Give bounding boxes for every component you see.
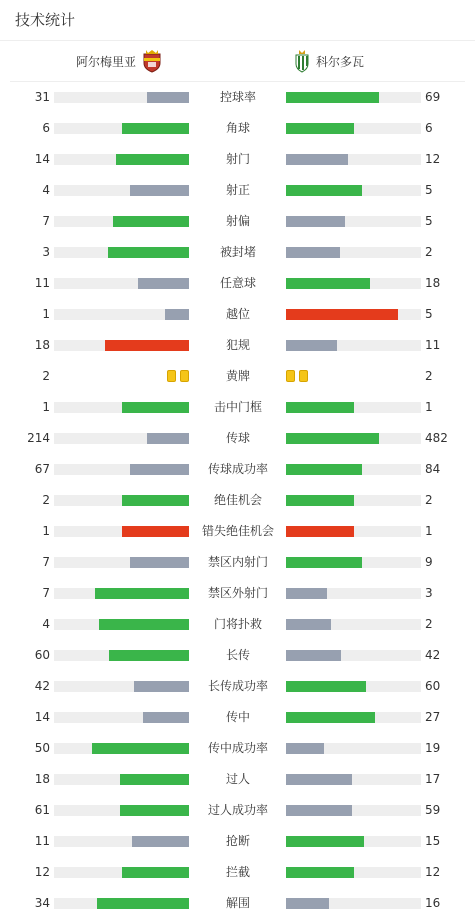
- stat-label: 抢断: [225, 834, 250, 848]
- home-stat-value: 1: [42, 400, 50, 414]
- stat-label: 击中门框: [213, 400, 262, 414]
- home-stat-bar-fill: [120, 805, 189, 816]
- home-stat-value: 1: [42, 524, 50, 538]
- away-stat-bar: [286, 557, 421, 568]
- home-stat-bar: [54, 588, 189, 599]
- away-stat-value: 15: [425, 834, 441, 848]
- stat-row: [0, 423, 475, 454]
- home-stat-bar: [54, 278, 189, 289]
- stat-row: [0, 733, 475, 764]
- stat-label: 门将扑救: [213, 617, 262, 631]
- away-stat-bar-fill: [286, 588, 327, 599]
- home-stat-bar: [54, 774, 189, 785]
- away-stat-value: 1: [425, 524, 433, 538]
- stat-row: [0, 795, 475, 826]
- away-stat-bar-fill: [286, 681, 366, 692]
- stat-row: [0, 609, 475, 640]
- away-stat-value: 5: [425, 183, 433, 197]
- yellow-card-icon: [286, 370, 295, 382]
- home-stat-bar: [54, 216, 189, 227]
- stat-row: [0, 764, 475, 795]
- home-stat-bar: [54, 619, 189, 630]
- home-stat-bar-fill: [147, 92, 189, 103]
- stat-label: 传中: [225, 710, 250, 724]
- away-yellow-cards: [286, 370, 308, 382]
- stat-label: 犯规: [225, 338, 250, 352]
- home-team-crest-icon: [142, 49, 162, 73]
- away-stat-bar: [286, 526, 421, 537]
- stat-label: 传球成功率: [207, 462, 268, 476]
- home-stat-value: 50: [34, 741, 50, 755]
- away-stat-value: 12: [425, 152, 441, 166]
- home-stat-bar: [54, 433, 189, 444]
- stat-row: [0, 578, 475, 609]
- home-stat-value: 2: [42, 369, 50, 383]
- away-stat-value: 5: [425, 307, 433, 321]
- away-stat-bar: [286, 92, 421, 103]
- home-stat-bar-fill: [122, 495, 190, 506]
- stat-row: [0, 702, 475, 733]
- away-stat-bar: [286, 681, 421, 692]
- stat-row: [0, 640, 475, 671]
- away-stat-bar-fill: [286, 867, 354, 878]
- home-stat-bar-fill: [108, 247, 189, 258]
- home-stat-value: 18: [34, 772, 50, 786]
- home-stat-bar: [54, 402, 189, 413]
- home-stat-value: 12: [34, 865, 50, 879]
- home-stat-bar: [54, 92, 189, 103]
- home-stat-bar: [54, 247, 189, 258]
- away-stat-bar: [286, 495, 421, 506]
- away-stat-bar-fill: [286, 650, 341, 661]
- home-stat-bar-fill: [116, 154, 189, 165]
- away-stat-bar-fill: [286, 309, 398, 320]
- away-stat-bar: [286, 433, 421, 444]
- home-stat-bar-fill: [97, 898, 189, 909]
- away-stat-value: 69: [425, 90, 441, 104]
- home-stat-bar: [54, 495, 189, 506]
- away-stat-bar-fill: [286, 743, 324, 754]
- home-stat-value: 61: [34, 803, 50, 817]
- home-stat-value: 31: [34, 90, 50, 104]
- away-stat-bar-fill: [286, 340, 337, 351]
- stat-row: [0, 826, 475, 857]
- home-stat-bar-fill: [147, 433, 189, 444]
- stat-label: 射偏: [225, 214, 250, 228]
- away-stat-value: 12: [425, 865, 441, 879]
- away-stat-bar: [286, 154, 421, 165]
- away-stat-value: 17: [425, 772, 441, 786]
- away-stat-bar-fill: [286, 898, 329, 909]
- away-stat-value: 2: [425, 493, 433, 507]
- stat-label: 被封堵: [219, 245, 256, 259]
- home-yellow-cards: [167, 370, 189, 382]
- stat-row: [0, 547, 475, 578]
- away-stat-value: 60: [425, 679, 441, 693]
- home-stat-bar-fill: [122, 526, 190, 537]
- stat-row: [0, 361, 475, 392]
- away-stat-value: 59: [425, 803, 441, 817]
- away-stat-value: 27: [425, 710, 441, 724]
- home-stat-bar-fill: [143, 712, 189, 723]
- away-stat-bar-fill: [286, 557, 362, 568]
- home-stat-bar-fill: [130, 185, 189, 196]
- home-stat-bar: [54, 464, 189, 475]
- away-stat-value: 42: [425, 648, 441, 662]
- panel-header: [0, 0, 475, 41]
- stat-label: 射门: [225, 152, 250, 166]
- away-stat-bar-fill: [286, 464, 362, 475]
- home-stat-value: 67: [34, 462, 50, 476]
- away-team-name: 科尔多瓦: [316, 54, 365, 69]
- home-stat-bar-fill: [95, 588, 190, 599]
- stat-row: [0, 888, 475, 919]
- home-stat-value: 2: [42, 493, 50, 507]
- away-stat-bar: [286, 712, 421, 723]
- home-stat-bar: [54, 712, 189, 723]
- stat-row: [0, 237, 475, 268]
- away-stat-bar-fill: [286, 247, 340, 258]
- teams-row: [10, 41, 465, 82]
- home-stat-value: 14: [34, 152, 50, 166]
- stat-label: 过人: [225, 772, 250, 786]
- home-stat-bar: [54, 557, 189, 568]
- stat-row: [0, 330, 475, 361]
- stats-list: [0, 82, 475, 919]
- home-stat-bar: [54, 154, 189, 165]
- home-stat-bar: [54, 898, 189, 909]
- stat-row: [0, 113, 475, 144]
- home-stat-value: 34: [34, 896, 50, 910]
- away-stat-bar: [286, 402, 421, 413]
- away-stat-bar-fill: [286, 433, 379, 444]
- home-stat-bar: [54, 836, 189, 847]
- stat-label: 错失绝佳机会: [201, 524, 274, 538]
- home-stat-value: 7: [42, 555, 50, 569]
- stat-row: [0, 392, 475, 423]
- away-stat-bar-fill: [286, 216, 345, 227]
- home-stat-value: 4: [42, 617, 50, 631]
- home-stat-value: 1: [42, 307, 50, 321]
- yellow-card-icon: [167, 370, 176, 382]
- away-stat-bar-fill: [286, 526, 354, 537]
- home-stat-value: 11: [34, 276, 50, 290]
- home-stat-value: 6: [42, 121, 50, 135]
- away-stat-value: 1: [425, 400, 433, 414]
- away-stat-value: 6: [425, 121, 433, 135]
- stat-row: [0, 268, 475, 299]
- home-stat-bar: [54, 743, 189, 754]
- home-stat-bar: [54, 681, 189, 692]
- home-stat-value: 7: [42, 586, 50, 600]
- away-stat-bar: [286, 309, 421, 320]
- home-stat-bar: [54, 526, 189, 537]
- away-stat-bar: [286, 898, 421, 909]
- away-stat-value: 5: [425, 214, 433, 228]
- stat-row: [0, 454, 475, 485]
- home-stat-value: 14: [34, 710, 50, 724]
- away-stat-value: 2: [425, 617, 433, 631]
- home-stat-bar: [54, 340, 189, 351]
- home-stat-bar-fill: [165, 309, 189, 320]
- home-stat-bar-fill: [122, 123, 190, 134]
- away-stat-bar-fill: [286, 123, 354, 134]
- stat-label: 射正: [225, 183, 250, 197]
- away-stat-value: 482: [425, 431, 448, 445]
- stat-row: [0, 671, 475, 702]
- home-stat-value: 3: [42, 245, 50, 259]
- home-stat-bar: [54, 650, 189, 661]
- stat-label: 控球率: [219, 90, 256, 104]
- home-stat-bar-fill: [120, 774, 189, 785]
- away-team-crest-icon: [294, 49, 310, 73]
- away-stat-value: 11: [425, 338, 441, 352]
- home-stat-bar-fill: [138, 278, 189, 289]
- home-stat-bar: [54, 185, 189, 196]
- stat-label: 任意球: [219, 276, 256, 290]
- away-stat-bar: [286, 650, 421, 661]
- away-stat-value: 16: [425, 896, 441, 910]
- stat-label: 长传成功率: [207, 679, 268, 693]
- panel-title: 技术统计: [15, 11, 76, 29]
- away-stat-bar-fill: [286, 774, 352, 785]
- stat-label: 传中成功率: [207, 741, 268, 755]
- stat-row: [0, 144, 475, 175]
- away-stat-bar: [286, 805, 421, 816]
- home-stat-bar-fill: [134, 681, 189, 692]
- home-team[interactable]: [76, 41, 162, 81]
- stat-label: 越位: [225, 307, 250, 321]
- away-stat-value: 2: [425, 369, 433, 383]
- away-team[interactable]: [294, 41, 364, 81]
- home-stat-bar-fill: [132, 836, 189, 847]
- stat-row: [0, 485, 475, 516]
- home-stat-bar-fill: [130, 464, 189, 475]
- away-stat-bar-fill: [286, 154, 348, 165]
- stat-label: 黄牌: [225, 369, 250, 383]
- home-stat-value: 18: [34, 338, 50, 352]
- away-stat-bar: [286, 340, 421, 351]
- away-stat-value: 9: [425, 555, 433, 569]
- home-stat-value: 42: [34, 679, 50, 693]
- stat-row: [0, 516, 475, 547]
- home-stat-bar-fill: [105, 340, 189, 351]
- home-team-name: 阿尔梅里亚: [75, 54, 136, 69]
- stat-label: 禁区内射门: [207, 555, 268, 569]
- away-stat-bar-fill: [286, 805, 352, 816]
- stat-row: [0, 206, 475, 237]
- stat-label: 角球: [225, 121, 250, 135]
- stat-row: [0, 175, 475, 206]
- home-stat-bar-fill: [99, 619, 189, 630]
- away-stat-bar-fill: [286, 92, 379, 103]
- stat-label: 过人成功率: [207, 803, 268, 817]
- away-stat-bar-fill: [286, 495, 354, 506]
- away-stat-bar-fill: [286, 402, 354, 413]
- yellow-card-icon: [299, 370, 308, 382]
- away-stat-bar: [286, 247, 421, 258]
- away-stat-value: 84: [425, 462, 441, 476]
- away-stat-bar: [286, 216, 421, 227]
- away-stat-bar: [286, 464, 421, 475]
- away-stat-bar: [286, 185, 421, 196]
- home-stat-bar: [54, 309, 189, 320]
- away-stat-bar: [286, 123, 421, 134]
- yellow-card-icon: [180, 370, 189, 382]
- away-stat-bar-fill: [286, 712, 375, 723]
- away-stat-bar: [286, 774, 421, 785]
- stat-row: [0, 299, 475, 330]
- home-stat-bar-fill: [130, 557, 189, 568]
- away-stat-bar: [286, 867, 421, 878]
- away-stat-value: 3: [425, 586, 433, 600]
- away-stat-bar-fill: [286, 836, 364, 847]
- away-stat-bar: [286, 836, 421, 847]
- home-stat-value: 214: [27, 431, 50, 445]
- home-stat-bar: [54, 867, 189, 878]
- home-stat-bar: [54, 123, 189, 134]
- stat-label: 拦截: [225, 865, 250, 879]
- away-stat-bar-fill: [286, 619, 331, 630]
- home-stat-bar-fill: [109, 650, 189, 661]
- away-stat-bar: [286, 278, 421, 289]
- away-stat-bar: [286, 743, 421, 754]
- home-stat-value: 4: [42, 183, 50, 197]
- away-stat-value: 18: [425, 276, 441, 290]
- stat-label: 长传: [225, 648, 250, 662]
- home-stat-bar-fill: [122, 402, 190, 413]
- stat-label: 传球: [225, 431, 250, 445]
- away-stat-value: 19: [425, 741, 441, 755]
- away-stat-value: 2: [425, 245, 433, 259]
- stat-label: 禁区外射门: [207, 586, 268, 600]
- stat-label: 绝佳机会: [213, 493, 262, 507]
- home-stat-bar-fill: [113, 216, 189, 227]
- away-stat-bar: [286, 619, 421, 630]
- stat-row: [0, 857, 475, 888]
- away-stat-bar-fill: [286, 278, 370, 289]
- home-stat-value: 7: [42, 214, 50, 228]
- stat-row: [0, 82, 475, 113]
- away-stat-bar: [286, 588, 421, 599]
- home-stat-value: 60: [34, 648, 50, 662]
- home-stat-bar: [54, 805, 189, 816]
- home-stat-bar-fill: [122, 867, 190, 878]
- away-stat-bar-fill: [286, 185, 362, 196]
- home-stat-value: 11: [34, 834, 50, 848]
- stat-label: 解围: [225, 896, 250, 910]
- home-stat-bar-fill: [92, 743, 189, 754]
